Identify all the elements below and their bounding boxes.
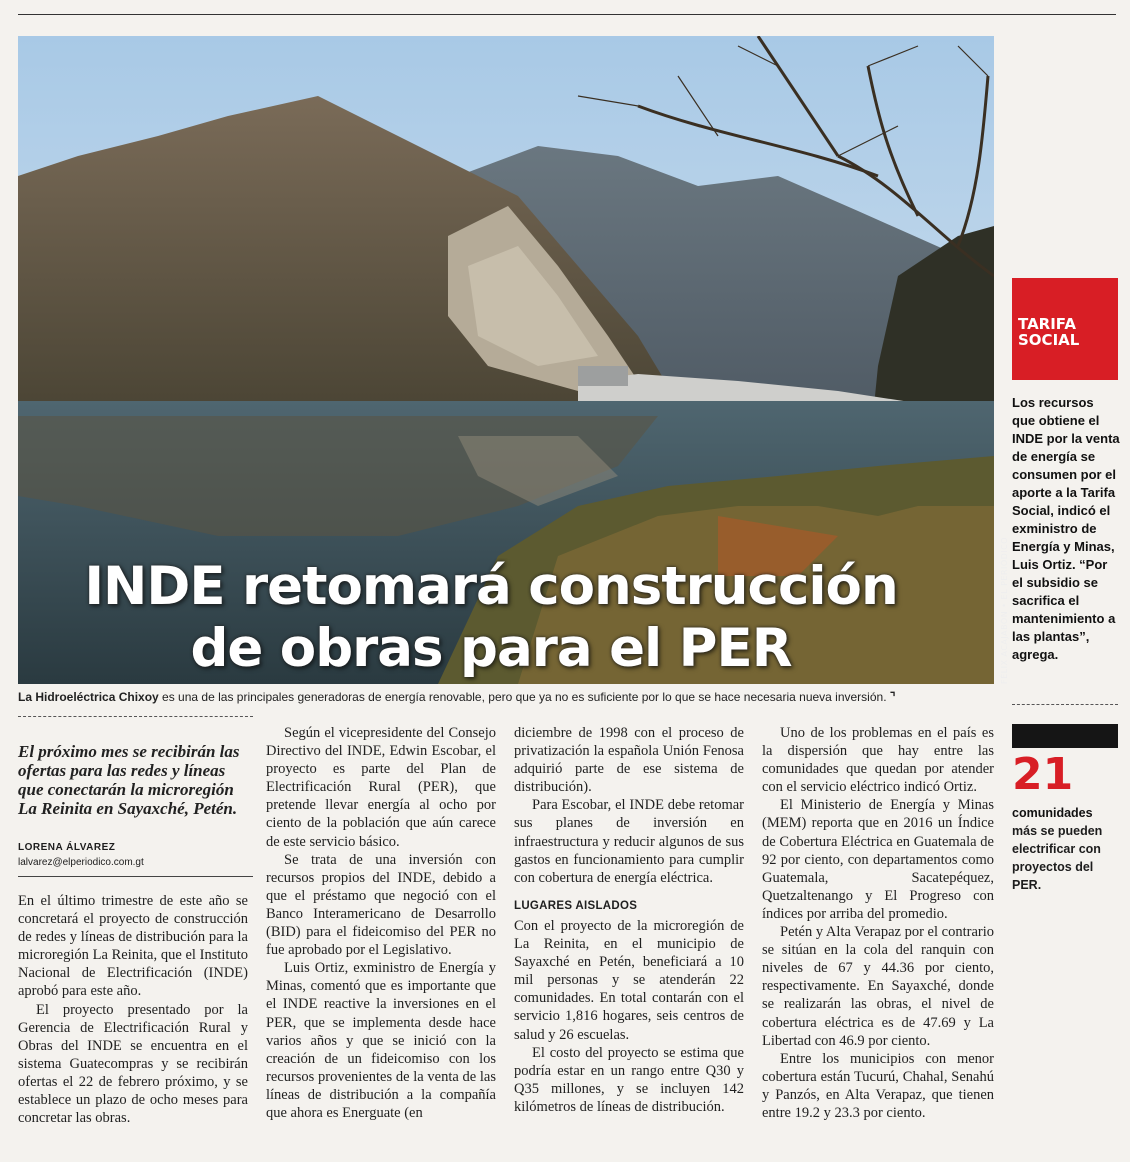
stat-description: más se pueden electrificar con proyectos del PER. bbox=[1012, 824, 1103, 892]
article-column-1 bbox=[18, 892, 248, 1127]
subheading: LUGARES AISLADOS bbox=[514, 899, 638, 912]
author-email: lalvarez@elperiodico.com.gt bbox=[18, 857, 144, 868]
paragraph: El costo del proyecto se estima que podría estar en un rango entre Q30 y Q35 millones, y se incluyen 142 kilómetros de líneas de distribución. bbox=[514, 1044, 744, 1115]
tarifa-social-badge bbox=[1012, 278, 1118, 380]
caption-corner-icon: ⌝ bbox=[889, 690, 896, 704]
headline-line-2: de obras para el PER bbox=[190, 618, 792, 679]
hero-photo bbox=[18, 36, 994, 684]
article-lead: El próximo mes se recibirán las ofertas para las redes y líneas que conectarán la microregión La Reinita en Sayaxché, Petén. bbox=[18, 742, 240, 818]
stat-bar bbox=[1012, 724, 1118, 748]
byline-divider bbox=[18, 876, 253, 877]
paragraph: En el último trimestre de este año se concretará el proyecto de construcción de redes y líneas de distribución para la microregión La Reinita, que el Instituto Nacional de Electrificación (INDE) aprobó para este año. bbox=[18, 893, 248, 1000]
paragraph: Petén y Alta Verapaz por el contrario se sitúan en la cola del ranquin con niveles de 67 y 44.36 por ciento, respectivamente. En Sayaxché, donde se realizarán las obras, el nivel de cobertura eléctrica es de 47.69 y La Libertad con 46.9 por ciento. bbox=[762, 924, 994, 1049]
top-rule bbox=[18, 14, 1116, 15]
sidebar-divider bbox=[1012, 704, 1118, 705]
paragraph: Se trata de una inversión con recursos propios del INDE, debido a que el préstamo que negoció con el Banco Interamericano de Desarrollo (BID) para el fideicomiso del PER no fue aprobado por el Legislativo. bbox=[266, 851, 496, 959]
paragraph: El Ministerio de Energía y Minas (MEM) reporta que en 2016 un Índice de Cobertura Eléctrica en Guatemala de 92 por ciento, con departamentos como Guatemala, Sacatepéquez, Quetzaltenango y El Progreso con índices por arriba del promedio. bbox=[762, 797, 994, 922]
stat-number: 21 bbox=[1012, 749, 1074, 800]
photo-caption bbox=[18, 690, 978, 704]
paragraph: El proyecto presentado por la Gerencia de Electrificación Rural y Obras del INDE se encuentra en el sistema Guatecompras y se recibirán ofertas el 22 de febrero próximo, y se establece un plazo de ocho meses para concretar las obras. bbox=[18, 1001, 248, 1127]
headline bbox=[18, 556, 964, 680]
paragraph: Según el vicepresidente del Consejo Directivo del INDE, Edwin Escobar, el proyecto es parte del Plan de Electrificación Rural (PER), que pretende llevar energía al ocho por ciento de la población que aún carece de este servicio básico. bbox=[266, 725, 496, 850]
article-column-2 bbox=[266, 724, 496, 1122]
paragraph: Luis Ortiz, exministro de Energía y Minas, comentó que es importante que el INDE reactive la inversiones en el PER, que se implementa desde hace varios años y que se inició con la creación de un fideicomiso con los recursos provenientes de la venta de las líneas de distribución a la compañía que ahora es Energuate (en bbox=[266, 960, 496, 1121]
article-column-3 bbox=[514, 724, 744, 1116]
paragraph: Entre los municipios con menor cobertura están Tucurú, Chahal, Senahú y Panzós, en Alta Verapaz, que tienen entre 19.2 y 23.3 por ciento. bbox=[762, 1050, 994, 1121]
paragraph: Para Escobar, el INDE debe retomar sus planes de inversión en infraestructura y reducir algunos de sus gastos en funcionamiento para cumplir con cobertura de energía eléctrica. bbox=[514, 797, 744, 886]
caption-bold: La Hidroeléctrica Chixoy bbox=[18, 690, 159, 704]
caption-text: es una de las principales generadoras de energía renovable, pero que ya no es suficiente por lo que se hace necesaria nueva inversión. bbox=[158, 690, 887, 704]
paragraph: Con el proyecto de la microregión de La Reinita, en el municipio de Sayaxché en Petén, beneficiará a 10 mil personas y se atenderán 22 comunidades. En total contarán con el servicio 1,816 hogares, seis centros de salud y 26 escuelas. bbox=[514, 917, 744, 1043]
paragraph: Uno de los problemas en el país es la dispersión que hay entre las comunidades que quedan por atender con el servicio eléctrico indicó Ortiz. bbox=[762, 725, 994, 796]
stat-text bbox=[1012, 804, 1120, 894]
stat-label: comunidades bbox=[1012, 806, 1093, 820]
sidebar-text: Los recursos que obtiene el INDE por la venta de energía se consumen por el aporte a la Tarifa Social, indicó el exministro de Energía y Minas, Luis Ortiz. “Por el subsidio se sacrifica el mantenimiento a las plantas”, agrega. bbox=[1012, 395, 1120, 662]
photo-credit: FÉLIX ACAJABÓN • EL PERIÓDICO bbox=[1000, 536, 1009, 684]
badge-line-1: TARIFA bbox=[1018, 315, 1076, 333]
headline-line-1: INDE retomará construcción bbox=[84, 556, 898, 617]
paragraph: diciembre de 1998 con el proceso de privatización la española Unión Fenosa adquirió parte de ese sistema de distribución). bbox=[514, 725, 744, 796]
article-column-4 bbox=[762, 724, 994, 1122]
author-name: LORENA ÁLVAREZ bbox=[18, 842, 116, 853]
badge-line-2: SOCIAL bbox=[1018, 331, 1080, 349]
lead-divider bbox=[18, 716, 253, 717]
